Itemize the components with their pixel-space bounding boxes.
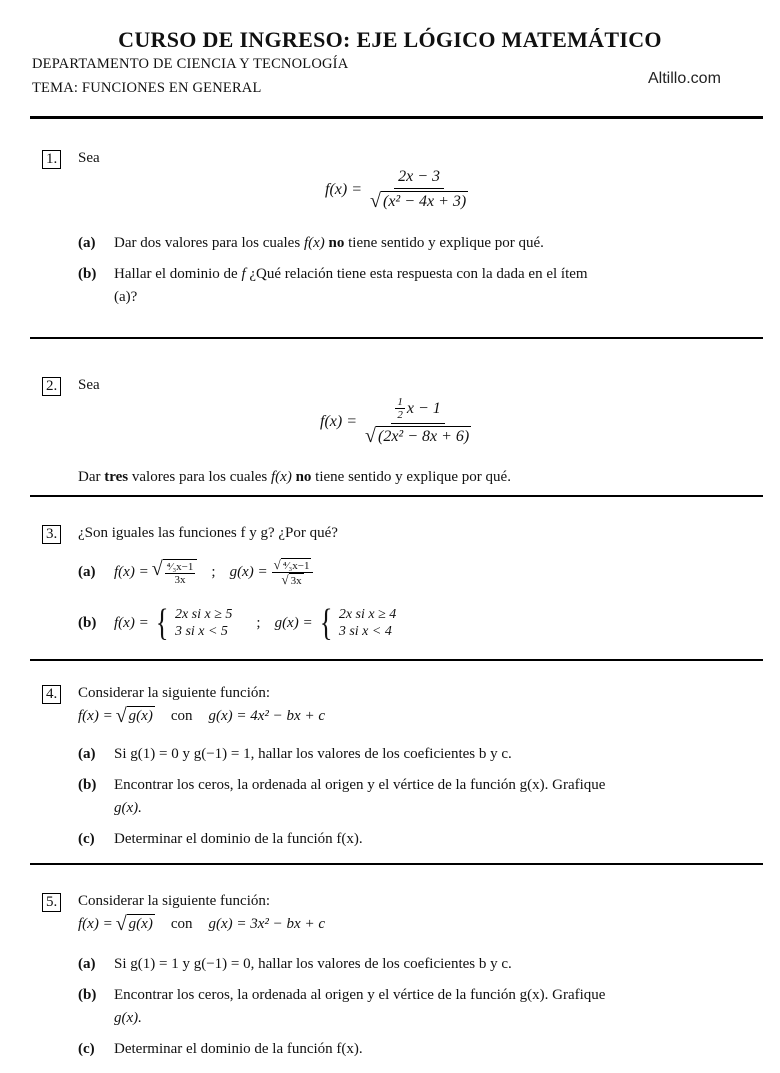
problem-1-item-b-cont: (a)? <box>114 289 138 305</box>
watermark: Altillo.com <box>648 70 721 87</box>
problem-1-formula <box>325 168 476 212</box>
problem-4-item-b-cont: g(x). <box>114 800 142 816</box>
problem-2-number: 2. <box>42 377 61 396</box>
problem-5-intro: Considerar la siguiente función: <box>78 893 271 909</box>
problem-5-item-b: (b) Encontrar los ceros, la ordenada al origen y el vértice de la función g(x). Grafique <box>78 987 606 1003</box>
problem-5-number: 5. <box>42 893 61 912</box>
problem-1-number: 1. <box>42 150 61 169</box>
problem-3-item-b: (b) f(x) = { 2x si x ≥ 5 3 si x < 5 ; g(x) = { 2x si x ≥ 4 3 si x < 4 <box>78 602 397 644</box>
header-rule <box>30 116 763 119</box>
problem-4-number: 4. <box>42 685 61 704</box>
divider-2 <box>30 495 763 497</box>
topic-line: TEMA: FUNCIONES EN GENERAL <box>32 80 262 96</box>
problem-3-question: ¿Son iguales las funciones f y g? ¿Por qué? <box>78 525 338 541</box>
problem-4-item-a: (a) Si g(1) = 0 y g(−1) = 1, hallar los valores de los coeficientes b y c. <box>78 746 512 762</box>
formula-numerator: 2x − 3 <box>394 168 444 189</box>
problem-5-item-b-cont: g(x). <box>114 1010 142 1026</box>
problem-5-item-c: (c) Determinar el dominio de la función f(x). <box>78 1041 363 1057</box>
divider-4 <box>30 863 763 865</box>
problem-3-number: 3. <box>42 525 61 544</box>
problem-1-item-a: (a) Dar dos valores para los cuales f(x) no tiene sentido y explique por qué. <box>78 235 544 251</box>
problem-1-item-b: (b) Hallar el dominio de f ¿Qué relación tiene esta respuesta con la dada en el ítem <box>78 266 588 282</box>
problem-1-intro: Sea <box>78 150 100 166</box>
formula-fraction: 2x − 3 √ (x² − 4x + 3) <box>370 168 467 212</box>
problem-5-definition: f(x) = √ g(x) con g(x) = 3x² − bx + c <box>78 913 325 935</box>
divider-1 <box>30 337 763 339</box>
problem-4-definition: f(x) = √ g(x) con g(x) = 4x² − bx + c <box>78 705 325 727</box>
department-line: DEPARTAMENTO DE CIENCIA Y TECNOLOGÍA <box>32 56 349 72</box>
problem-2-formula: f(x) = $\frac{1}{2}$ x − 1 √ (2x² − 8x + 6) <box>320 396 470 447</box>
problem-2-statement: Dar tres valores para los cuales f(x) no tiene sentido y explique por qué. <box>78 469 511 485</box>
problem-4-intro: Considerar la siguiente función: <box>78 685 271 701</box>
divider-3 <box>30 659 763 661</box>
problem-4-item-b: (b) Encontrar los ceros, la ordenada al origen y el vértice de la función g(x). Grafique <box>78 777 606 793</box>
page-title: CURSO DE INGRESO: EJE LÓGICO MATEMÁTICO <box>118 27 662 52</box>
formula-lhs: f(x) = <box>325 181 362 198</box>
problem-5-item-a: (a) Si g(1) = 1 y g(−1) = 0, hallar los valores de los coeficientes b y c. <box>78 956 512 972</box>
problem-2-intro: Sea <box>78 377 100 393</box>
problem-3-item-a: (a) f(x) = √ $\frac{\text{⁴⁄₃x−1}}{3x}$ ; g(x) = √ ⁴⁄₃x−1 √ 3x <box>78 558 317 587</box>
formula-denominator: (x² − 4x + 3) <box>382 193 467 210</box>
problem-4-item-c: (c) Determinar el dominio de la función f(x). <box>78 831 363 847</box>
